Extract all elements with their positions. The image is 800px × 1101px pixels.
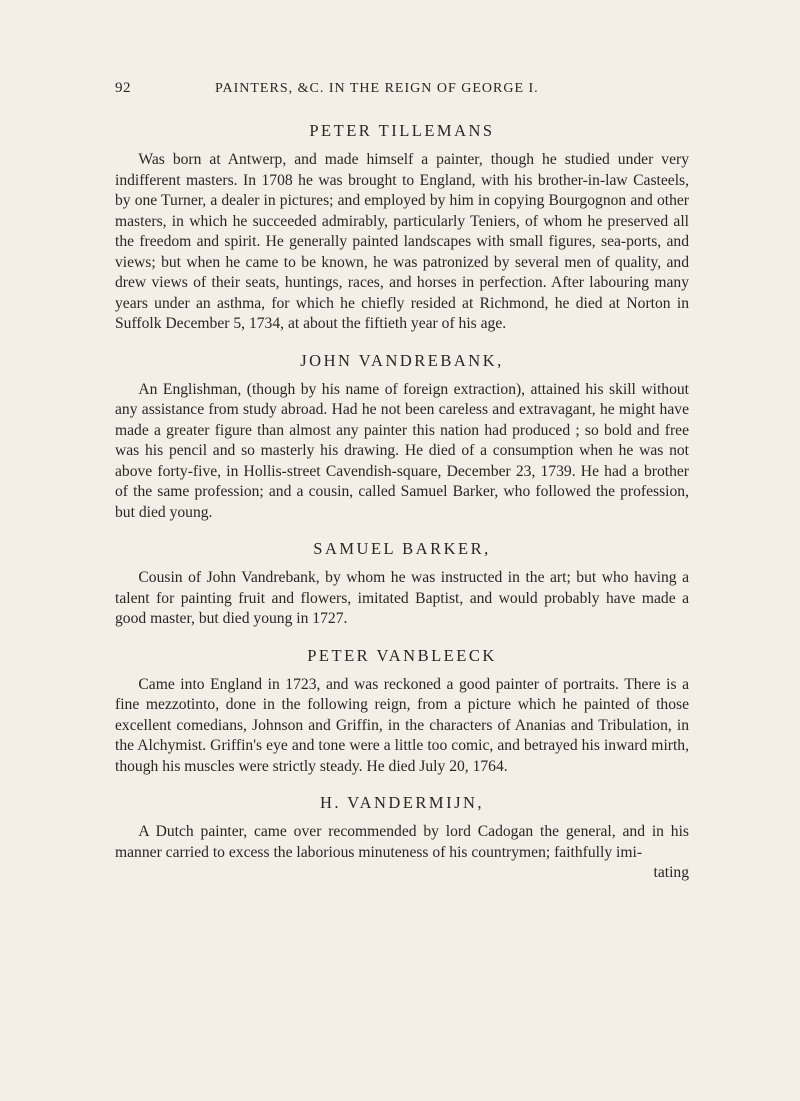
entry-heading: H. VANDERMIJN, (319, 793, 485, 812)
page-number: 92 (115, 80, 131, 96)
entry-vandrebank (115, 351, 689, 524)
entry-text: Came into England in 1723, and was reckoned a good painter of portraits. There is a fine mezzotinto, done in the following reign, from a picture which he painted of those excellent comedians, Johnson and Griffin, in the characters of Ananias and Tribulation, in the Alchymist. Griffin's eye and tone were a little too comic, and betrayed his inward mirth, though his muscles were strictly steady. He died July 20, 1764. (115, 675, 689, 775)
entry-text: Was born at Antwerp, and made himself a painter, though he studied under very indifferent masters. In 1708 he was brought to England, with his brother-in-law Casteels, by one Turner, a dealer in pictures; and employed by him in copying Bourgognon and other masters, in which he succeeded admirably, particularly Teniers, of whom he preserved all the freedom and spirit. He generally painted landscapes with small figures, sea-ports, and views; but when he came to be known, he was patronized by several men of quality, and drew views of their seats, huntings, races, and horses in perfection. After labouring many years under an asthma, for which he chiefly resided at Richmond, he died at Norton in Suffolk December 5, 1734, at about the fiftieth year of his age. (115, 151, 689, 332)
entry-heading: SAMUEL BARKER, (313, 539, 491, 558)
entry-text: An Englishman, (though by his name of foreign extraction), attained his skill without any assistance from study abroad. Had he not been careless and extravagant, he might have made a greater figure than almost any painter this nation had produced ; so bold and free was his pencil and so masterly his drawing. He died of a consumption when he was not above forty-five, in Hollis-street Cavendish-square, December 23, 1739. He had a brother of the same profession; and a cousin, called Samuel Barker, who followed the profession, but died young. (115, 380, 689, 521)
entry-heading: JOHN VANDREBANK, (300, 350, 504, 370)
entry-barker (115, 539, 689, 630)
entry-text: A Dutch painter, came over recommended by lord Cadogan the general, and in his manner carried to excess the laborious minuteness of his countrymen; faithfully imi- (115, 823, 689, 861)
entry-vanbleeck (115, 646, 689, 778)
running-title: PAINTERS, &C. IN THE REIGN OF GEORGE I. (215, 81, 539, 96)
running-head (115, 80, 689, 97)
entry-vandermijn (115, 793, 689, 884)
entry-tillemans (115, 121, 689, 335)
entry-text: Cousin of John Vandrebank, by whom he was instructed in the art; but who having a talent for painting fruit and flowers, imitated Baptist, and would probably have made a good master, but died young in 1727. (115, 569, 689, 627)
entry-heading: PETER TILLEMANS (309, 121, 495, 140)
entry-heading: PETER VANBLEECK (307, 645, 497, 665)
catchword: tating (653, 864, 689, 881)
